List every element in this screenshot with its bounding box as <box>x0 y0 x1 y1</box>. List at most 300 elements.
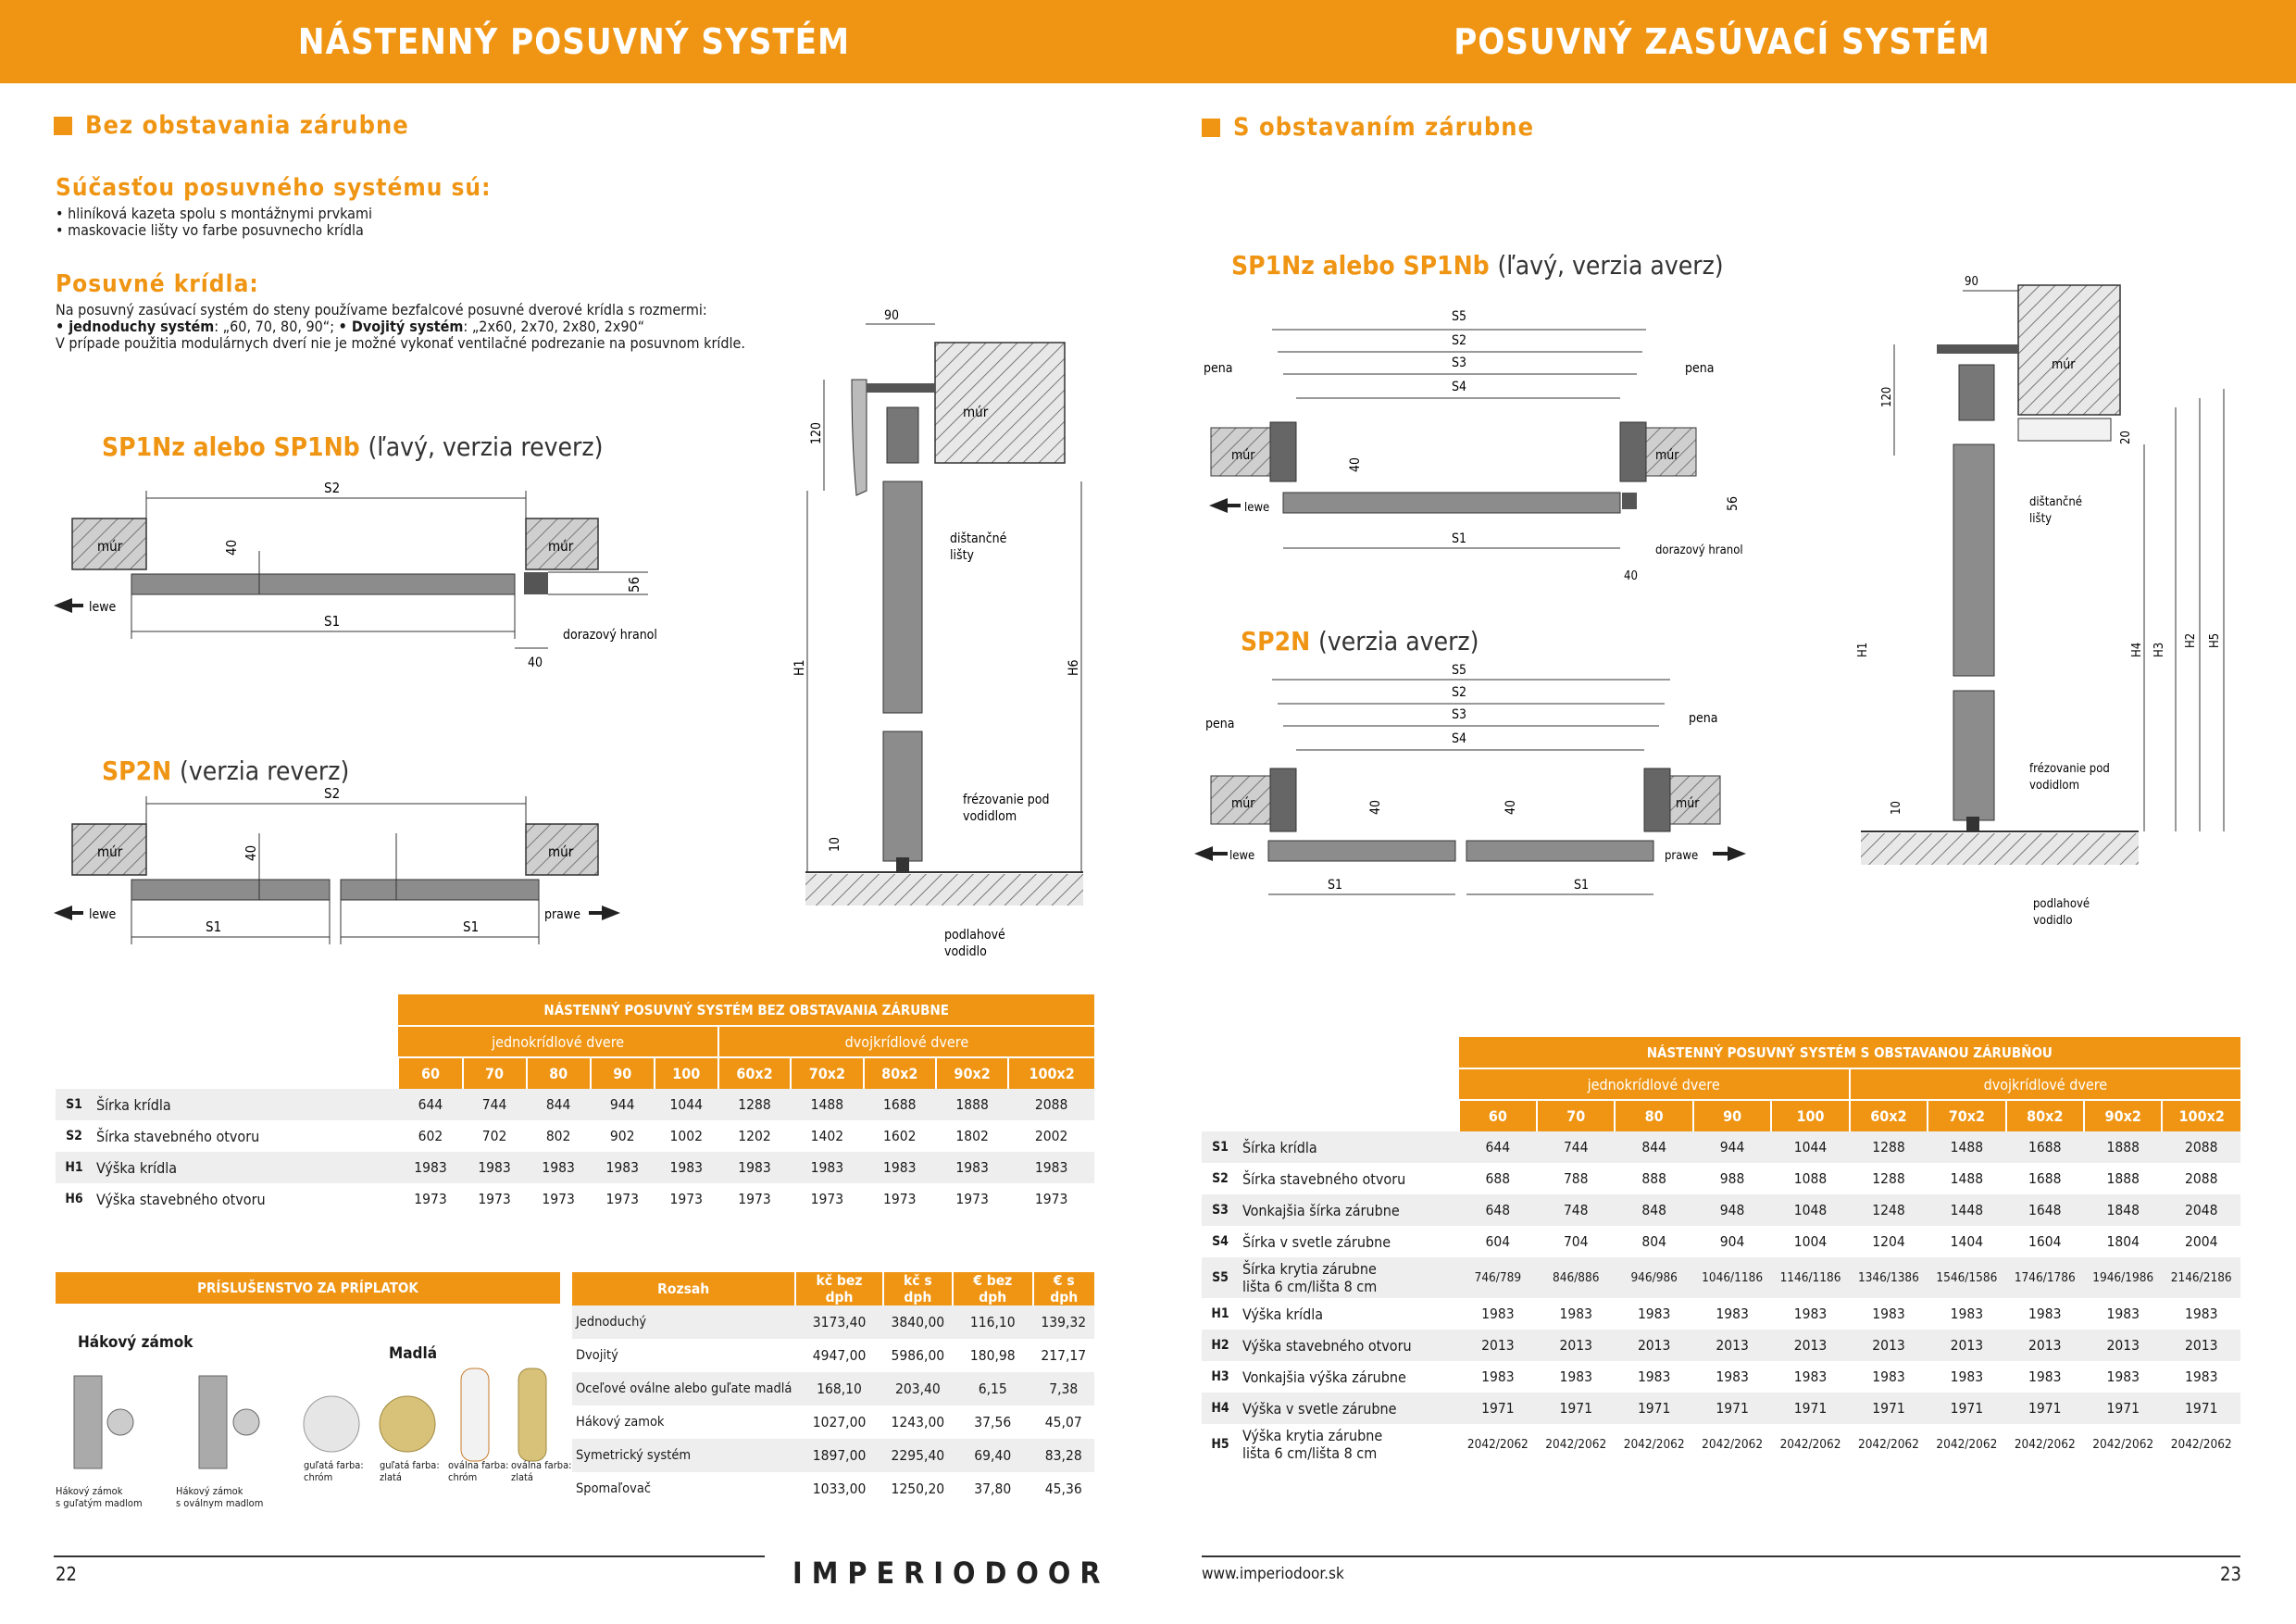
table-cell: 2013 <box>2006 1330 2084 1361</box>
table-cell: 844 <box>1615 1131 1692 1163</box>
table-cell: 804 <box>1641 1233 1666 1250</box>
wall-section <box>935 343 1065 463</box>
row-code: S2 <box>1212 1171 1229 1186</box>
price-row <box>572 1439 1094 1472</box>
handle2-caption <box>380 1459 440 1483</box>
caption-line: Hákový zámok <box>176 1485 243 1497</box>
wings-intro: Na posuvný zasúvací systém do steny používame bezfalcové posuvné dverové krídla s rozmermi: <box>56 301 707 319</box>
lock-title: Hákový zámok <box>78 1333 193 1352</box>
lock-body <box>199 1376 227 1468</box>
column-header: 60 <box>398 1057 462 1089</box>
table-cell: 1004 <box>1793 1233 1828 1250</box>
table-cell: 1971 <box>2006 1393 2084 1424</box>
dim-h1: H1 <box>1856 642 1870 657</box>
row-label: Výška krytia zárubne lišta 6 cm/lišta 8 cm <box>1242 1427 1383 1462</box>
dim-40: 40 <box>1368 799 1383 815</box>
table-cell: 2013 <box>2162 1330 2240 1361</box>
table-cell: 1688 <box>2028 1170 2062 1187</box>
price-cell: 37,80 <box>974 1480 1012 1497</box>
table-cell: 1983 <box>1793 1305 1828 1322</box>
table-cell: 948 <box>1693 1194 1771 1226</box>
floor-guide-label: podlahové <box>944 928 1005 943</box>
table-cell: 902 <box>609 1128 635 1144</box>
table-cell: 1983 <box>1950 1305 1984 1322</box>
table-cell: 1983 <box>1481 1305 1515 1322</box>
table-cell: 1488 <box>791 1089 863 1120</box>
table-cell: 1971 <box>1850 1393 1928 1424</box>
lock1-caption <box>56 1485 143 1509</box>
wall-label: múr <box>1231 448 1255 463</box>
groove-label: frézovanie pod <box>963 793 1050 807</box>
table-cell: 848 <box>1615 1194 1692 1226</box>
table-row <box>1202 1226 2240 1257</box>
column-header: 80 <box>1615 1100 1692 1131</box>
floor-guide-label: podlahové <box>2033 897 2090 911</box>
table-cell: 1983 <box>864 1152 936 1183</box>
right-section-diagram <box>1852 269 2166 935</box>
table-cell: 1971 <box>1693 1393 1771 1424</box>
wings-title: Posuvné krídla: <box>56 270 259 298</box>
arrow-right-icon <box>602 906 620 920</box>
table-row <box>56 1089 1094 1120</box>
caption-line: s oválnym madlom <box>176 1497 264 1509</box>
door-section-top <box>1953 444 1994 676</box>
table-cell: 1983 <box>1716 1368 1749 1385</box>
price-row <box>572 1372 1094 1405</box>
left-banner: NÁSTENNÝ POSUVNÝ SYSTÉM <box>0 0 1148 83</box>
groove-label: frézovanie pod <box>2029 762 2110 776</box>
table-cell: 1288 <box>718 1089 791 1120</box>
table-cell: 788 <box>1563 1170 1589 1187</box>
table-cell: 2088 <box>1008 1089 1094 1120</box>
table-row <box>1202 1330 2240 1361</box>
row-label: Šírka stavebného otvoru <box>1242 1169 1406 1188</box>
dim-40: 40 <box>1624 569 1638 583</box>
row-label: Výška stavebného otvoru <box>1239 1330 1459 1361</box>
table-cell: 1983 <box>1559 1305 1592 1322</box>
table-cell: 2042/2062 <box>1545 1437 1607 1452</box>
table-cell: 1971 <box>1459 1393 1537 1424</box>
table-cell: 1404 <box>1950 1233 1984 1250</box>
table-cell: 1946/1986 <box>2084 1257 2162 1298</box>
table-cell: 1983 <box>2184 1368 2218 1385</box>
chrome-oval-handle <box>461 1368 489 1461</box>
price-cell: Spomaľovač <box>576 1481 652 1496</box>
price-row <box>572 1472 1094 1505</box>
table-cell: 1983 <box>2028 1368 2062 1385</box>
door-panel-left <box>1268 841 1455 861</box>
table-cell: 1804 <box>2106 1233 2140 1250</box>
price-cell: 1033,00 <box>812 1480 867 1497</box>
table-cell: 2042/2062 <box>1702 1437 1764 1452</box>
table-cell: 1602 <box>882 1128 917 1144</box>
column-header: 90x2 <box>936 1057 1008 1089</box>
table-cell: 1688 <box>2006 1131 2084 1163</box>
door-panel <box>131 574 515 594</box>
row-label: Vonkajšia výška zárubne <box>1242 1368 1406 1386</box>
right-variant1-title <box>1231 250 1724 281</box>
table-group-double: dvojkrídlové dvere <box>1850 1068 2240 1100</box>
row-code: H3 <box>1211 1369 1229 1384</box>
table-cell: 1973 <box>1034 1191 1068 1207</box>
row-label: Výška krídla <box>93 1152 398 1183</box>
price-cell: 45,07 <box>1044 1414 1082 1430</box>
price-cell: 116,10 <box>953 1305 1032 1339</box>
table-cell: 644 <box>1459 1131 1537 1163</box>
caption-line: guľatá farba: <box>380 1459 440 1471</box>
price-header: Rozsah <box>572 1272 795 1305</box>
table-cell: 1983 <box>655 1152 718 1183</box>
table-cell: 2013 <box>1771 1330 1849 1361</box>
table-cell: 904 <box>1719 1233 1745 1250</box>
table-group-single: jednokrídlové dvere <box>398 1026 718 1057</box>
price-cell: 1897,00 <box>795 1439 882 1472</box>
door-panel-right <box>341 880 539 900</box>
direction-right-label: prawe <box>544 907 580 922</box>
price-cell: 1250,20 <box>891 1480 945 1497</box>
dim-90: 90 <box>884 308 900 323</box>
variant-name: SP2N <box>102 756 172 786</box>
dim-s1: S1 <box>463 918 480 935</box>
column-header: 100x2 <box>1008 1057 1094 1089</box>
dim-h6: H6 <box>1067 659 1081 676</box>
footer-rule-right <box>1202 1555 2240 1557</box>
table-cell: 1973 <box>414 1191 447 1207</box>
wings-note: V prípade použitia modulárnych dverí nie je možné vykonať ventilačné podrezanie na posuvnom krídle. <box>56 334 745 352</box>
gold-round-handle <box>380 1396 435 1452</box>
dim-40: 40 <box>223 539 240 556</box>
stop-block-label: dorazový hranol <box>563 628 657 643</box>
caption-line: guľatá farba: <box>304 1459 364 1471</box>
dim-s2: S2 <box>324 785 341 802</box>
stop-block <box>1622 493 1637 509</box>
column-header: 90 <box>1693 1100 1771 1131</box>
table-cell: 1973 <box>882 1191 917 1207</box>
double-label: • Dvojitý systém <box>338 318 464 335</box>
foam-label: pena <box>1689 711 1718 726</box>
row-label: Šírka v svetle zárubne <box>1242 1232 1391 1251</box>
chrome-round-handle <box>304 1396 359 1452</box>
table-cell: 1546/1586 <box>1928 1257 2005 1298</box>
table-cell: 2088 <box>2162 1131 2240 1163</box>
handle4-caption <box>511 1459 572 1483</box>
table-cell: 744 <box>463 1089 527 1120</box>
table-cell: 1973 <box>605 1191 639 1207</box>
spacer-label: dištančné <box>950 531 1007 546</box>
caption-line: oválna farba: <box>448 1459 509 1471</box>
dim-s2: S2 <box>324 480 341 496</box>
right-section-label: S obstavaním zárubne <box>1233 113 1535 142</box>
direction-right-label: prawe <box>1665 849 1699 863</box>
table-cell: 1971 <box>2084 1393 2162 1424</box>
table-cell: 2013 <box>1537 1330 1615 1361</box>
table-cell: 1983 <box>936 1152 1008 1183</box>
column-header: 70 <box>1537 1100 1615 1131</box>
table-cell: 1983 <box>1008 1152 1094 1183</box>
table-title: NÁSTENNÝ POSUVNÝ SYSTÉM BEZ OBSTAVANIA ZÁRUBNE <box>398 994 1094 1026</box>
table-cell: 1983 <box>1559 1368 1592 1385</box>
table-cell: 946/986 <box>1615 1257 1692 1298</box>
dim-20: 20 <box>2119 431 2133 444</box>
table-cell: 644 <box>398 1089 462 1120</box>
caption-line: oválna farba: <box>511 1459 572 1471</box>
price-cell: 2295,40 <box>883 1439 953 1472</box>
table-cell: 604 <box>1485 1233 1511 1250</box>
row-label: Výška v svetle zárubne <box>1239 1393 1459 1424</box>
accessories-title: PRÍSLUŠENSTVO ZA PRÍPLATOK <box>56 1272 560 1304</box>
table-cell: 1688 <box>864 1089 936 1120</box>
table-cell: 1971 <box>1771 1393 1849 1424</box>
dim-s1: S1 <box>206 918 222 935</box>
column-header: 60 <box>1459 1100 1537 1131</box>
price-row <box>572 1405 1094 1439</box>
table-cell: 1888 <box>2084 1131 2162 1163</box>
row-code: H6 <box>65 1192 83 1206</box>
caption-line: zlatá <box>380 1471 402 1483</box>
table-cell: 1146/1186 <box>1771 1257 1849 1298</box>
variant-note: (ľavý, verzia averz) <box>1497 250 1724 281</box>
frame-left <box>1270 422 1296 481</box>
dim-120: 120 <box>1880 386 1894 407</box>
column-header: 70x2 <box>791 1057 863 1089</box>
table-cell: 1983 <box>2184 1305 2218 1322</box>
column-header: 60x2 <box>718 1057 791 1089</box>
table-cell: 1204 <box>1872 1233 1905 1250</box>
table-cell: 2042/2062 <box>1857 1437 1919 1452</box>
table-cell: 1983 <box>791 1152 863 1183</box>
table-cell: 1746/1786 <box>2006 1257 2084 1298</box>
table-row <box>1202 1298 2240 1330</box>
table-cell: 1983 <box>527 1152 591 1183</box>
price-cell: 1027,00 <box>812 1414 867 1430</box>
table-cell: 1288 <box>1850 1131 1928 1163</box>
table-cell: 2042/2062 <box>2092 1437 2154 1452</box>
table-row <box>56 1152 1094 1183</box>
row-code: S2 <box>66 1129 82 1143</box>
dim-40: 40 <box>1504 799 1518 815</box>
table-cell: 1983 <box>1793 1368 1828 1385</box>
spacer-label: lišty <box>2029 512 2053 526</box>
door-panel-left <box>131 880 330 900</box>
table-cell: 1983 <box>1637 1305 1671 1322</box>
dim-s1: S1 <box>1328 878 1343 893</box>
wall-label: múr <box>548 538 574 555</box>
wall-section <box>2018 285 2120 415</box>
groove-label: vodidlom <box>963 809 1017 824</box>
bullet-square-icon <box>54 117 72 135</box>
left-variant1-title <box>102 431 603 462</box>
door-panel-right <box>1466 841 1653 861</box>
table-cell: 1346/1386 <box>1850 1257 1928 1298</box>
wall-label: múr <box>963 404 989 420</box>
direction-left-label: lewe <box>89 600 117 615</box>
row-label: Šírka stavebného otvoru <box>96 1127 260 1145</box>
price-cell: 5986,00 <box>891 1347 945 1364</box>
left-section-heading <box>54 111 409 140</box>
stop-block <box>524 572 548 594</box>
price-row <box>572 1339 1094 1372</box>
variant-note: (ľavý, verzia reverz) <box>368 431 604 462</box>
dim-s3: S3 <box>1452 707 1467 722</box>
table-cell: 1802 <box>955 1128 989 1144</box>
table-cell: 1604 <box>2028 1233 2062 1250</box>
mount-bracket <box>1937 344 2018 354</box>
dim-40: 40 <box>528 656 543 670</box>
table-cell: 2146/2186 <box>2162 1257 2240 1298</box>
mount-bracket <box>867 383 935 393</box>
price-cell: 69,40 <box>953 1439 1032 1472</box>
table-cell: 1971 <box>1615 1393 1692 1424</box>
table-cell: 1983 <box>1950 1368 1984 1385</box>
door-section-bottom <box>883 731 922 861</box>
table-cell: 1983 <box>1481 1368 1515 1385</box>
table-cell: 1888 <box>936 1089 1008 1120</box>
frame-head <box>2018 418 2111 441</box>
table-row <box>1202 1194 2240 1226</box>
spacer-label: dištančné <box>2029 495 2082 509</box>
price-cell: Dvojitý <box>576 1348 618 1363</box>
row-code: S4 <box>1212 1234 1229 1249</box>
table-cell: 1983 <box>1716 1305 1749 1322</box>
dim-40: 40 <box>1348 456 1363 472</box>
price-cell: Oceľové oválne alebo guľate madlá <box>572 1372 795 1405</box>
dim-s1: S1 <box>1452 531 1467 546</box>
direction-left-label: lewe <box>1244 501 1270 515</box>
round-handle-icon <box>107 1409 133 1435</box>
price-cell: 180,98 <box>969 1347 1016 1364</box>
dim-h1: H1 <box>792 659 807 676</box>
caption-line: chróm <box>448 1471 478 1483</box>
table-row <box>56 1120 1094 1152</box>
track-carriage <box>887 407 918 463</box>
table-row <box>1202 1163 2240 1194</box>
dim-56: 56 <box>626 576 643 593</box>
frame-left <box>1270 768 1296 831</box>
table-title: NÁSTENNÝ POSUVNÝ SYSTÉM S OBSTAVANOU ZÁRUBŇOU <box>1459 1037 2240 1068</box>
wings-text <box>56 302 815 352</box>
components-list <box>56 206 372 239</box>
dim-s3: S3 <box>1452 356 1467 370</box>
frame-right <box>1644 768 1670 831</box>
handle1-caption <box>304 1459 364 1483</box>
column-header: 70x2 <box>1928 1100 2005 1131</box>
column-header: 80 <box>527 1057 591 1089</box>
price-cell: 45,36 <box>1044 1480 1082 1497</box>
floor-guide-label: vodidlo <box>2033 914 2073 928</box>
price-header: € s dph <box>1033 1272 1095 1305</box>
table-cell: 2042/2062 <box>1779 1437 1841 1452</box>
right-section-dims <box>2166 389 2259 852</box>
gold-oval-handle <box>518 1368 546 1461</box>
trim-profile <box>852 380 867 495</box>
table-cell: 2013 <box>1850 1330 1928 1361</box>
wall-label: múr <box>2052 357 2076 372</box>
handle3-caption <box>448 1459 509 1483</box>
table-cell: 1088 <box>1793 1170 1828 1187</box>
foam-label: pena <box>1205 717 1235 731</box>
table-cell: 1002 <box>669 1128 704 1144</box>
table-cell: 1402 <box>810 1128 844 1144</box>
price-cell: 217,17 <box>1041 1347 1087 1364</box>
row-label: Šírka krídla <box>1239 1131 1459 1163</box>
table-cell: 1488 <box>1950 1170 1984 1187</box>
single-label: • jednoduchy systém <box>56 318 215 335</box>
dim-56: 56 <box>1726 495 1741 511</box>
table-cell: 1044 <box>1771 1131 1849 1163</box>
table-cell: 1983 <box>1872 1368 1905 1385</box>
table-cell: 2002 <box>1034 1128 1068 1144</box>
row-code: S3 <box>1202 1194 1239 1226</box>
door-section-top <box>883 481 922 713</box>
wall-label: múr <box>548 843 574 860</box>
table-cell: 944 <box>591 1089 655 1120</box>
table-cell: 2013 <box>1928 1330 2005 1361</box>
caption-line: chróm <box>304 1471 333 1483</box>
table-cell: 888 <box>1641 1170 1666 1187</box>
single-values: : „60, 70, 80, 90“; <box>214 318 339 335</box>
row-code: S5 <box>1202 1257 1239 1298</box>
track-carriage <box>1959 365 1994 420</box>
column-header: 100 <box>1771 1100 1849 1131</box>
groove-label: vodidlom <box>2029 779 2079 793</box>
page-number-right: 23 <box>2220 1563 2241 1585</box>
table-group-double: dvojkrídlové dvere <box>718 1026 1094 1057</box>
price-table <box>572 1272 1094 1505</box>
row-label: Výška stavebného otvoru <box>96 1190 266 1208</box>
wall-label: múr <box>1655 448 1679 463</box>
table-cell: 1983 <box>1637 1368 1671 1385</box>
dim-h3: H3 <box>2152 642 2166 657</box>
table-cell: 1046/1186 <box>1693 1257 1771 1298</box>
table-cell: 1973 <box>542 1191 575 1207</box>
footer-rule-left <box>54 1555 765 1557</box>
table-cell: 1973 <box>955 1191 989 1207</box>
right-banner: POSUVNÝ ZASÚVACÍ SYSTÉM <box>1148 0 2296 83</box>
floor <box>1861 833 2139 865</box>
table-cell: 1973 <box>810 1191 844 1207</box>
round-handle-icon <box>233 1409 259 1435</box>
table-cell: 1983 <box>2106 1305 2140 1322</box>
table-row <box>1202 1393 2240 1424</box>
table-cell: 1448 <box>1928 1194 2005 1226</box>
website-link[interactable]: www.imperiodoor.sk <box>1202 1565 1344 1583</box>
caption-line: zlatá <box>511 1471 533 1483</box>
table-cell: 1971 <box>1537 1393 1615 1424</box>
table-cell: 1202 <box>738 1128 771 1144</box>
table-cell: 1983 <box>591 1152 655 1183</box>
right-plan-diagram <box>1194 296 1768 926</box>
table-cell: 1983 <box>2106 1368 2140 1385</box>
wall-label: múr <box>97 843 123 860</box>
row-label: Šírka krídla <box>93 1089 398 1120</box>
price-cell: 37,56 <box>974 1414 1012 1430</box>
price-cell: 3173,40 <box>795 1305 882 1339</box>
table-cell: 2042/2062 <box>1936 1437 1998 1452</box>
table-cell: 1971 <box>2162 1393 2240 1424</box>
column-header: 60x2 <box>1850 1100 1928 1131</box>
price-header: kč s dph <box>883 1272 953 1305</box>
caption-line: Hákový zámok <box>56 1485 123 1497</box>
variant-note: (verzia reverz) <box>179 756 350 786</box>
column-header: 70 <box>463 1057 527 1089</box>
row-label: Vonkajšia šírka zárubne <box>1239 1194 1459 1226</box>
table-cell: 1983 <box>398 1152 462 1183</box>
table-cell: 2042/2062 <box>2170 1437 2232 1452</box>
wall-label: múr <box>97 538 123 555</box>
table-cell: 702 <box>481 1128 507 1144</box>
list-item: • hliníková kazeta spolu s montážnymi prvkami <box>56 205 372 222</box>
row-code: S1 <box>56 1089 93 1120</box>
